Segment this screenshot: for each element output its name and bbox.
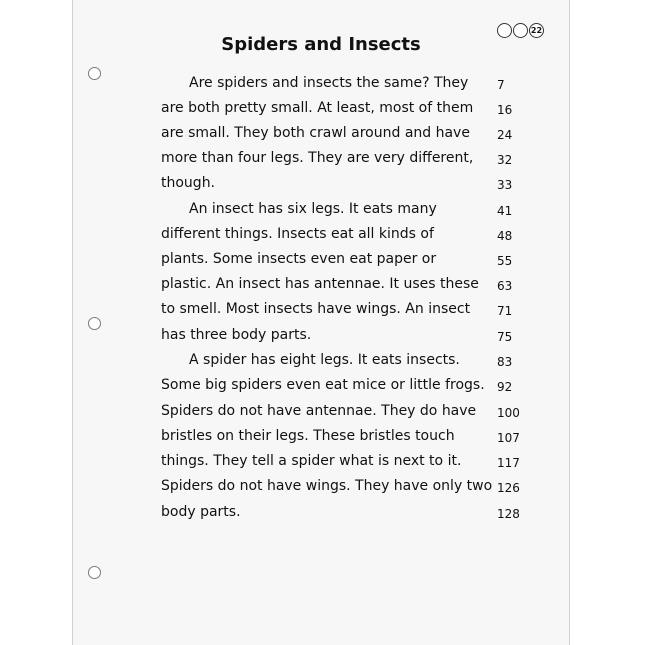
word-count: 41: [497, 204, 513, 218]
word-count: 55: [497, 254, 513, 268]
word-count: 117: [497, 456, 520, 470]
word-count: 75: [497, 330, 513, 344]
passage-line: bristles on their legs. These bristles touch: [161, 428, 455, 444]
page-title: Spiders and Insects: [221, 34, 421, 55]
passage-line: though.: [161, 175, 216, 191]
passage-line: things. They tell a spider what is next to it.: [161, 453, 462, 469]
word-count: 100: [497, 406, 520, 420]
passage-line: to smell. Most insects have wings. An insect: [161, 301, 471, 317]
passage-line: are small. They both crawl around and have: [161, 125, 470, 141]
passage-line: plastic. An insect has antennae. It uses these: [161, 276, 479, 292]
word-count: 128: [497, 507, 520, 521]
binder-hole-middle: [88, 317, 101, 330]
word-count: 71: [497, 304, 513, 318]
word-count: 107: [497, 431, 520, 445]
paper-sheet: [72, 0, 570, 645]
passage-line: A spider has eight legs. It eats insects.: [189, 352, 460, 368]
passage-line: Spiders do not have wings. They have only two: [161, 478, 493, 494]
page-number-badge: 22: [529, 23, 544, 38]
word-count: 16: [497, 103, 513, 117]
binder-hole-top: [88, 67, 101, 80]
passage-line: An insect has six legs. It eats many: [189, 201, 437, 217]
passage-line: Some big spiders even eat mice or little frogs.: [161, 377, 485, 393]
passage-line: plants. Some insects even eat paper or: [161, 251, 437, 267]
passage-line: body parts.: [161, 504, 241, 520]
word-count: 32: [497, 153, 513, 167]
passage-line: more than four legs. They are very different,: [161, 150, 474, 166]
passage-line: has three body parts.: [161, 327, 312, 343]
passage-line: Are spiders and insects the same? They: [189, 75, 469, 91]
word-count: 92: [497, 380, 513, 394]
word-count: 48: [497, 229, 513, 243]
word-count: 63: [497, 279, 513, 293]
passage-line: are both pretty small. At least, most of them: [161, 100, 474, 116]
word-count: 83: [497, 355, 513, 369]
binder-hole-bottom: [88, 566, 101, 579]
word-count: 24: [497, 128, 513, 142]
word-count: 7: [497, 78, 505, 92]
passage-line: Spiders do not have antennae. They do have: [161, 403, 477, 419]
word-count: 126: [497, 481, 520, 495]
passage-line: different things. Insects eat all kinds of: [161, 226, 434, 242]
word-count: 33: [497, 178, 513, 192]
